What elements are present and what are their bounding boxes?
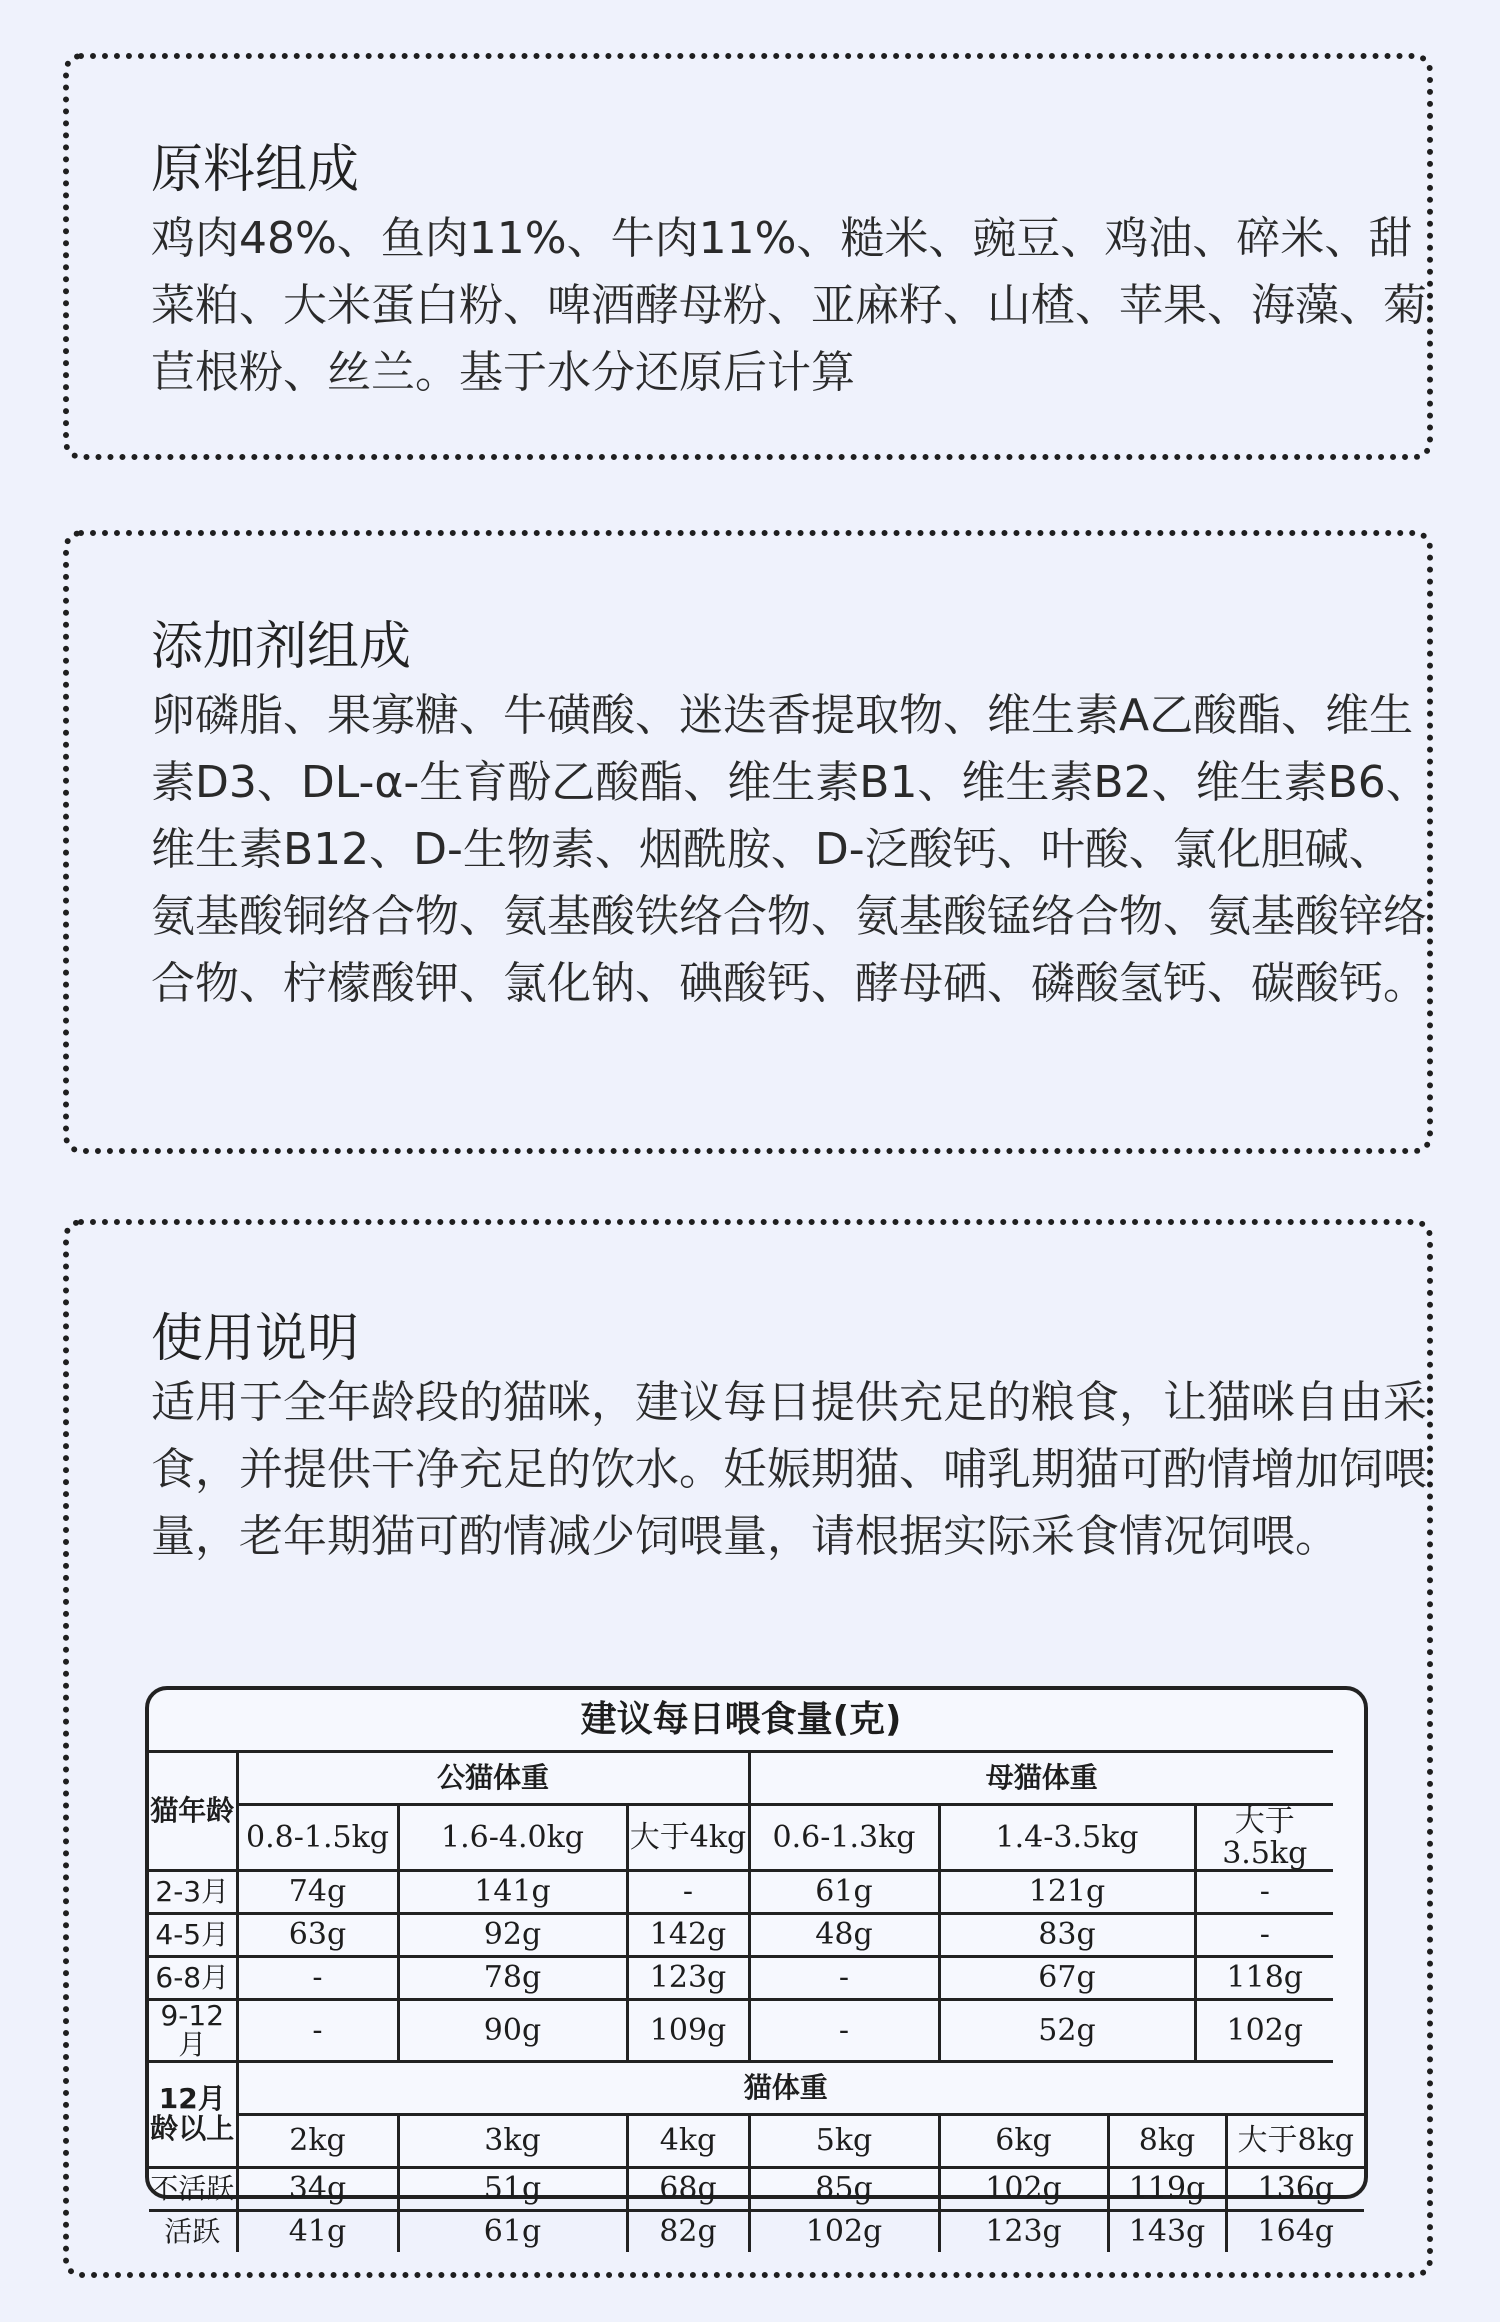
adult-weight-cell: 2kg — [237, 2114, 398, 2167]
table-row — [149, 1957, 1364, 2000]
amount-cell: 102g — [1195, 2000, 1333, 2062]
amount-cell: - — [1195, 1914, 1333, 1957]
table-title-row — [149, 1690, 1364, 1752]
age-cell: 2-3月 — [149, 1871, 237, 1914]
amount-cell: 123g — [939, 2210, 1108, 2252]
additives-title: 添加剂组成 — [151, 617, 412, 677]
usage-card — [63, 1219, 1433, 2278]
adult-group-row — [149, 2061, 1364, 2114]
amount-cell: 51g — [398, 2167, 627, 2210]
table-row — [149, 2210, 1364, 2252]
adult-weight-cell: 3kg — [398, 2114, 627, 2167]
additives-text: 卵磷脂、果寡糖、牛磺酸、迷迭香提取物、维生素A乙酸酯、维生素D3、DL-α-生育酚乙酸酯、维生素B1、维生素B2、维生素B6、维生素B12、D-生物素、烟酰胺、D-泛酸钙、叶酸、氯化胆碱、氨基酸铜络合物、氨基酸铁络合物、氨基酸锰络合物、氨基酸锌络合物、柠檬酸钾、氯化钠、碘酸钙、酵母硒、磷酸氢钙、碳酸钙。 — [151, 690, 1430, 1009]
adult-weight-cell: 大于8kg — [1226, 2114, 1364, 2167]
amount-cell: 34g — [237, 2167, 398, 2210]
amount-cell: 48g — [749, 1914, 939, 1957]
amount-cell: 74g — [237, 1871, 398, 1914]
adult-weight-row — [149, 2114, 1364, 2167]
table-row — [149, 2000, 1364, 2062]
amount-cell: 92g — [398, 1914, 627, 1957]
female-weight-header: 母猫体重 — [749, 1752, 1333, 1805]
activity-cell: 不活跃 — [149, 2167, 237, 2210]
table-row — [149, 1871, 1364, 1914]
amount-cell: 83g — [939, 1914, 1195, 1957]
amount-cell: 102g — [749, 2210, 939, 2252]
usage-text: 适用于全年龄段的猫咪，建议每日提供充足的粮食，让猫咪自由采食，并提供干净充足的饮水。妊娠期猫、哺乳期猫可酌情增加饲喂量，老年期猫可酌情减少饲喂量，请根据实际采食情况饲喂。 — [151, 1377, 1427, 1562]
adult-weight-cell: 4kg — [627, 2114, 749, 2167]
adult-weight-cell: 5kg — [749, 2114, 939, 2167]
ingredients-text: 鸡肉48%、鱼肉11%、牛肉11%、糙米、豌豆、鸡油、碎米、甜菜粕、大米蛋白粉、啤酒酵母粉、亚麻籽、山楂、苹果、海藻、菊苣根粉、丝兰。基于水分还原后计算 — [151, 213, 1427, 398]
amount-cell: 136g — [1226, 2167, 1364, 2210]
table-row — [149, 2167, 1364, 2210]
weight-header-cell: 1.6-4.0kg — [398, 1805, 627, 1871]
table-title: 建议每日喂食量(克) — [149, 1690, 1333, 1752]
amount-cell: - — [1195, 1871, 1333, 1914]
weight-header-cell: 0.6-1.3kg — [749, 1805, 939, 1871]
additives-card — [63, 530, 1433, 1154]
age-cell: 4-5月 — [149, 1914, 237, 1957]
amount-cell: - — [627, 1871, 749, 1914]
usage-title: 使用说明 — [151, 1309, 360, 1369]
amount-cell: 121g — [939, 1871, 1195, 1914]
table-row — [149, 1914, 1364, 1957]
amount-cell: 118g — [1195, 1957, 1333, 2000]
amount-cell: 67g — [939, 1957, 1195, 2000]
amount-cell: 143g — [1108, 2210, 1226, 2252]
age-header: 猫年龄 — [149, 1752, 237, 1871]
adult-weight-cell: 6kg — [939, 2114, 1108, 2167]
table-group-row — [149, 1752, 1364, 1805]
adult-weight-header: 猫体重 — [237, 2061, 1333, 2114]
age-cell: 9-12月 — [149, 2000, 237, 2062]
amount-cell: - — [749, 1957, 939, 2000]
amount-cell: 119g — [1108, 2167, 1226, 2210]
activity-cell: 活跃 — [149, 2210, 237, 2252]
amount-cell: 61g — [749, 1871, 939, 1914]
amount-cell: 63g — [237, 1914, 398, 1957]
weight-header-cell: 0.8-1.5kg — [237, 1805, 398, 1871]
amount-cell: 82g — [627, 2210, 749, 2252]
weight-header-cell: 大于4kg — [627, 1805, 749, 1871]
amount-cell: 90g — [398, 2000, 627, 2062]
amount-cell: - — [237, 2000, 398, 2062]
ingredients-card — [63, 53, 1433, 460]
ingredients-title: 原料组成 — [151, 140, 360, 200]
amount-cell: 123g — [627, 1957, 749, 2000]
amount-cell: 164g — [1226, 2210, 1364, 2252]
amount-cell: - — [237, 1957, 398, 2000]
weight-header-row — [149, 1805, 1364, 1871]
weight-header-cell: 1.4-3.5kg — [939, 1805, 1195, 1871]
amount-cell: 102g — [939, 2167, 1108, 2210]
amount-cell: 109g — [627, 2000, 749, 2062]
amount-cell: 142g — [627, 1914, 749, 1957]
adult-age-header: 12月龄以上 — [149, 2061, 237, 2167]
feeding-table — [145, 1686, 1368, 2250]
amount-cell: 78g — [398, 1957, 627, 2000]
amount-cell: 52g — [939, 2000, 1195, 2062]
amount-cell: 61g — [398, 2210, 627, 2252]
amount-cell: 68g — [627, 2167, 749, 2210]
male-weight-header: 公猫体重 — [237, 1752, 749, 1805]
weight-header-cell: 大于3.5kg — [1195, 1805, 1333, 1871]
amount-cell: 141g — [398, 1871, 627, 1914]
feeding-table-body — [149, 1690, 1364, 2252]
amount-cell: - — [749, 2000, 939, 2062]
age-cell: 6-8月 — [149, 1957, 237, 2000]
adult-weight-cell: 8kg — [1108, 2114, 1226, 2167]
amount-cell: 41g — [237, 2210, 398, 2252]
amount-cell: 85g — [749, 2167, 939, 2210]
